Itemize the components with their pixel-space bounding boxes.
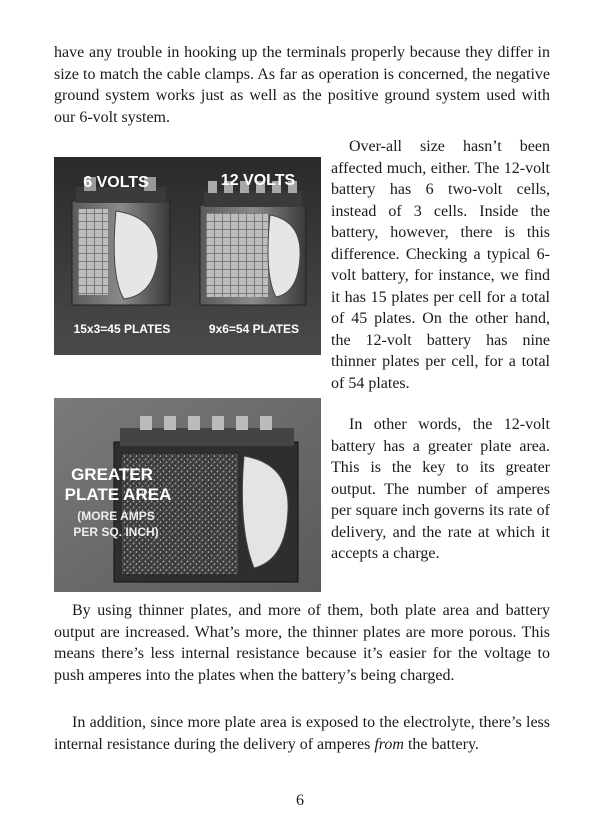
paragraph-thinner-plates: By using thinner plates, and more of them, both plate area and battery output are increased. What’s more, the thinner plates are more porous. This means there’s less internal resistance because it’s easier for the voltage to push amperes into the plates when the battery’s being charged. <box>54 602 550 684</box>
label-6-volts: 6 VOLTS <box>83 174 149 191</box>
label-per-sq-inch: PER SQ. INCH) <box>73 525 159 539</box>
caption-6-volt-plates: 15x3=45 PLATES <box>73 322 171 336</box>
addition-text-emphasis: from <box>374 735 404 753</box>
page-number: 6 <box>296 792 304 809</box>
label-12-volts: 12 VOLTS <box>220 172 296 189</box>
label-greater: GREATER <box>71 465 153 484</box>
caption-12-volt-plates: 9x6=54 PLATES <box>208 322 300 336</box>
addition-text-start: In addition, since more plate area is exposed to the electrolyte, there’s less internal resistance during the delivery of amperes <box>54 714 550 753</box>
addition-text-end: the battery. <box>403 735 479 753</box>
paragraph-terminals: have any trouble in hooking up the terminals properly because they differ in size to match the cable clamps. As far as operation is concerned, the negative ground system works just as well as the positive ground system used with our 6-volt system. <box>54 44 550 126</box>
paragraph-overall-size: Over-all size hasn’t been affected much, either. The 12-volt battery has 6 two-volt cells, instead of 3 cells. Inside the battery, however, there is this difference. Checking a typical 6-volt battery, for instance, we find it has 15 plates per cell for a total of 45 plates. On the other hand, the 12-volt battery has nine thinner plates per cell, for a total of 54 plates. <box>331 138 550 392</box>
battery-comparison-photo <box>54 157 321 355</box>
plate-area-photo <box>54 398 321 592</box>
paragraph-in-addition <box>54 712 550 755</box>
paragraph-plate-area: In other words, the 12-volt battery has a greater plate area. This is the key to its greater output. The number of amperes per square inch governs its rate of delivery, and the rate at which it accepts a charge. <box>331 416 550 562</box>
label-plate-area: PLATE AREA <box>64 485 172 504</box>
label-more-amps: (MORE AMPS <box>77 509 155 523</box>
twelve-volt-battery-icon <box>200 181 306 305</box>
six-volt-battery-icon <box>72 177 170 305</box>
